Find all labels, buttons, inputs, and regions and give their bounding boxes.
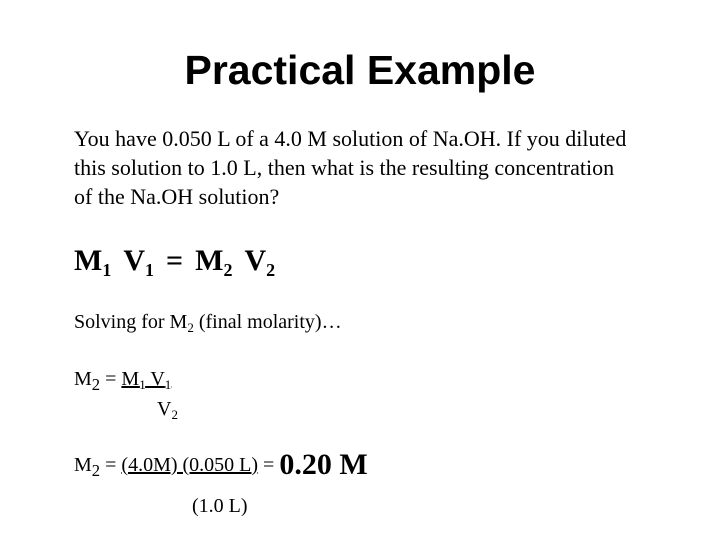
step2-formula (74, 448, 368, 483)
question-text: You have 0.050 L of a 4.0 M solution of Na.OH. If you diluted this solution to 1.0 L, then what is the resulting concentration of the Na.OH solution? (74, 126, 627, 209)
step2-lhs-subscript: 2 (91, 461, 101, 480)
solving-line (74, 309, 342, 335)
step1-denominator (157, 397, 178, 421)
step1-den-v-subscript: 2 (171, 407, 178, 422)
dilution-equation (74, 243, 275, 279)
step2-equals-result: = (258, 454, 280, 476)
step1-equals: = (100, 368, 122, 390)
slide-title: Practical Example (184, 47, 536, 93)
equation-v2: V (244, 244, 267, 277)
equation-m1-subscript: 1 (102, 260, 112, 280)
step1-num-m: M (121, 368, 140, 390)
step1-num-v-subscript: 1 (164, 377, 172, 392)
equation-v1: V (123, 244, 145, 277)
step1-numerator (121, 368, 171, 390)
step1-lhs-subscript: 2 (91, 375, 101, 394)
step1-num-v: V (145, 368, 165, 390)
step2-result: 0.20 M (279, 448, 368, 481)
step1-formula (74, 367, 171, 397)
equation-m1: M (74, 244, 103, 277)
step2-lhs: M (74, 454, 92, 476)
step1-den-v: V (157, 398, 172, 420)
step1-num-m-subscript: 1 (139, 377, 146, 392)
step2-numerator: (4.0M) (0.050 L) (121, 454, 259, 476)
equation-equals: = (166, 244, 184, 277)
equation-v1-subscript: 1 (145, 260, 154, 280)
step2-equals: = (100, 454, 122, 476)
solving-subscript: 2 (187, 320, 194, 335)
solving-suffix: (final molarity)… (193, 311, 342, 333)
step2-denominator: (1.0 L) (192, 495, 248, 517)
equation-m2-subscript: 2 (223, 260, 233, 280)
equation-m2: M (195, 244, 224, 277)
step1-lhs: M (74, 368, 92, 390)
equation-v2-subscript: 2 (266, 260, 276, 280)
solving-prefix: Solving for M (74, 311, 188, 333)
